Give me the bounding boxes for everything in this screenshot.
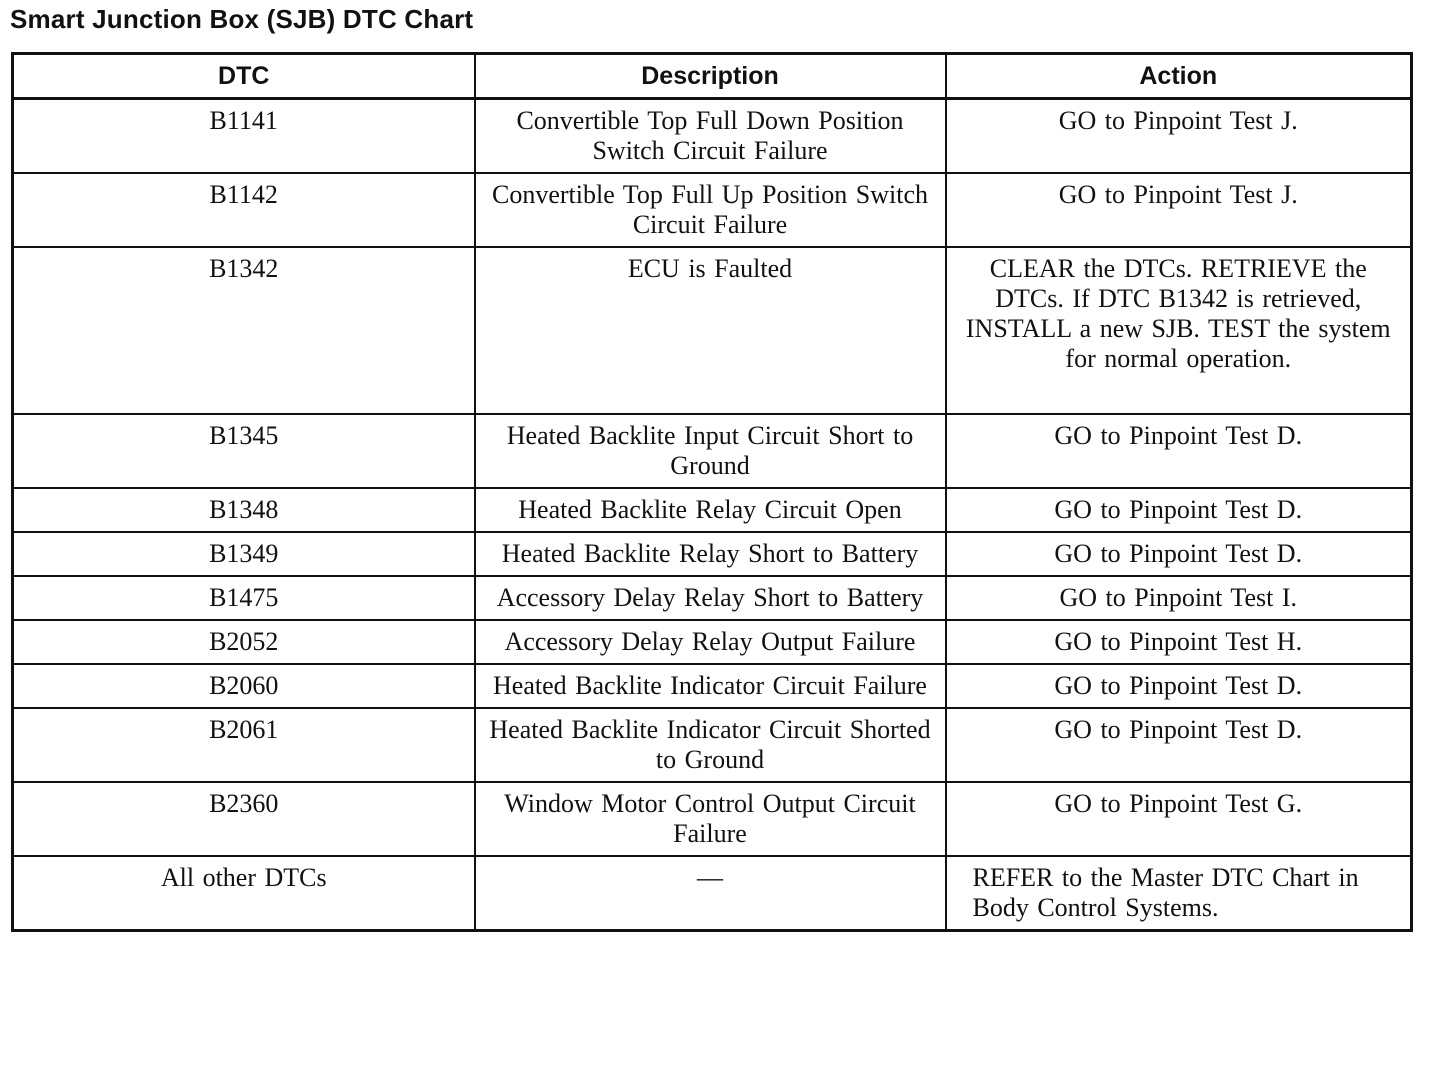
dtc-cell: B1342: [13, 247, 475, 414]
table-row: [13, 664, 1412, 708]
action-cell: GO to Pinpoint Test J.: [946, 173, 1412, 247]
description-cell: Accessory Delay Relay Output Failure: [475, 620, 946, 664]
dtc-cell: B1349: [13, 532, 475, 576]
action-cell: GO to Pinpoint Test D.: [946, 414, 1412, 488]
table-row: [13, 620, 1412, 664]
dtc-cell: All other DTCs: [13, 856, 475, 931]
table-row: [13, 247, 1412, 414]
description-cell: —: [475, 856, 946, 931]
table-row: [13, 782, 1412, 856]
dtc-cell: B1475: [13, 576, 475, 620]
dtc-cell: B2360: [13, 782, 475, 856]
page-title: Smart Junction Box (SJB) DTC Chart: [10, 4, 474, 34]
table-row: [13, 414, 1412, 488]
description-cell: Window Motor Control Output Circuit Failure: [475, 782, 946, 856]
action-cell: GO to Pinpoint Test G.: [946, 782, 1412, 856]
action-cell: GO to Pinpoint Test H.: [946, 620, 1412, 664]
description-cell: Heated Backlite Indicator Circuit Shorted to Ground: [475, 708, 946, 782]
description-cell: Heated Backlite Relay Short to Battery: [475, 532, 946, 576]
table-row: [13, 532, 1412, 576]
dtc-cell: B2061: [13, 708, 475, 782]
action-cell: REFER to the Master DTC Chart in Body Control Systems.: [946, 856, 1412, 931]
dtc-cell: B1345: [13, 414, 475, 488]
action-cell: CLEAR the DTCs. RETRIEVE the DTCs. If DTC B1342 is retrieved, INSTALL a new SJB. TEST the system for normal operation.: [946, 247, 1412, 414]
table-row: [13, 488, 1412, 532]
table-row: [13, 173, 1412, 247]
column-header-action: Action: [946, 54, 1412, 99]
action-cell: GO to Pinpoint Test J.: [946, 99, 1412, 174]
action-cell: GO to Pinpoint Test D.: [946, 664, 1412, 708]
dtc-cell: B2060: [13, 664, 475, 708]
table-header-row: [13, 54, 1412, 99]
column-header-description: Description: [475, 54, 946, 99]
action-cell: GO to Pinpoint Test I.: [946, 576, 1412, 620]
table-row: [13, 576, 1412, 620]
column-header-dtc: DTC: [13, 54, 475, 99]
description-cell: Heated Backlite Input Circuit Short to Ground: [475, 414, 946, 488]
dtc-cell: B1142: [13, 173, 475, 247]
table-row: [13, 856, 1412, 931]
dtc-cell: B2052: [13, 620, 475, 664]
action-cell: GO to Pinpoint Test D.: [946, 532, 1412, 576]
dtc-cell: B1141: [13, 99, 475, 174]
dtc-cell: B1348: [13, 488, 475, 532]
action-cell: GO to Pinpoint Test D.: [946, 708, 1412, 782]
dtc-table: [11, 52, 1413, 932]
description-cell: Accessory Delay Relay Short to Battery: [475, 576, 946, 620]
description-cell: Heated Backlite Indicator Circuit Failure: [475, 664, 946, 708]
table-row: [13, 708, 1412, 782]
description-cell: Heated Backlite Relay Circuit Open: [475, 488, 946, 532]
table-row: [13, 99, 1412, 174]
description-cell: Convertible Top Full Down Position Switch Circuit Failure: [475, 99, 946, 174]
action-cell: GO to Pinpoint Test D.: [946, 488, 1412, 532]
description-cell: Convertible Top Full Up Position Switch Circuit Failure: [475, 173, 946, 247]
description-cell: ECU is Faulted: [475, 247, 946, 414]
